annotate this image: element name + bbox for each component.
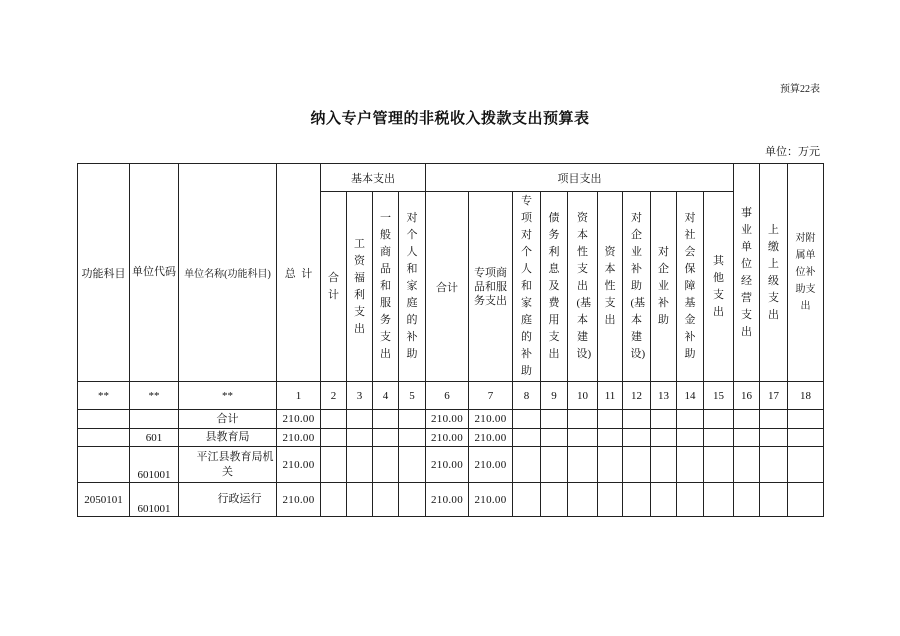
cell-project-capital — [598, 429, 623, 447]
cell-project-enterprise-infra — [623, 429, 651, 447]
header-project-capital-infra — [568, 192, 598, 382]
cell-project-capital-infra — [568, 410, 598, 429]
header-basic-sum-label: 合计 — [328, 271, 339, 301]
cell-project-other — [704, 410, 734, 429]
cell-basic-goods — [373, 410, 399, 429]
header-total: 总 计 — [277, 164, 321, 382]
cell-remit-upper — [760, 410, 788, 429]
header-project-capital-infra-label: 资本性支出(基本建设) — [576, 212, 592, 360]
header-project-enterprise-label: 对企业补助 — [658, 246, 669, 326]
index-cell: 9 — [541, 382, 568, 410]
header-project-other — [704, 192, 734, 382]
cell-basic-sum — [321, 447, 347, 483]
cell-project-capital — [598, 447, 623, 483]
header-unit-code: 单位代码 — [130, 164, 179, 382]
cell-project-enterprise-infra — [623, 483, 651, 517]
header-basic-expenditure: 基本支出 — [321, 164, 426, 192]
index-cell: ** — [78, 382, 130, 410]
cell-business-ops — [734, 410, 760, 429]
index-cell: 8 — [513, 382, 541, 410]
header-project-personal-label: 专项对个人和家庭的补助 — [521, 195, 532, 377]
cell-basic-wages — [347, 429, 373, 447]
cell-project-capital-infra — [568, 429, 598, 447]
index-cell: 6 — [426, 382, 469, 410]
cell-basic-goods — [373, 429, 399, 447]
cell-project-enterprise — [651, 483, 677, 517]
cell-project-capital — [598, 483, 623, 517]
table-row — [78, 447, 824, 483]
header-project-sum: 合计 — [426, 192, 469, 382]
index-cell: 10 — [568, 382, 598, 410]
index-cell: 2 — [321, 382, 347, 410]
cell-business-ops — [734, 483, 760, 517]
index-cell: 5 — [399, 382, 426, 410]
header-project-personal — [513, 192, 541, 382]
cell-project-goods: 210.00 — [469, 410, 513, 429]
index-cell: 16 — [734, 382, 760, 410]
cell-project-other — [704, 447, 734, 483]
header-basic-wages-label: 工资福利支出 — [354, 237, 365, 335]
index-cell: 4 — [373, 382, 399, 410]
header-basic-sum — [321, 192, 347, 382]
cell-project-goods: 210.00 — [469, 483, 513, 517]
index-cell: ** — [179, 382, 277, 410]
cell-unit-name: 合计 — [179, 410, 277, 429]
cell-total: 210.00 — [277, 429, 321, 447]
cell-unit-code — [130, 410, 179, 429]
cell-basic-wages — [347, 483, 373, 517]
cell-function-code — [78, 447, 130, 483]
header-project-social-label: 对社会保障基金补助 — [684, 212, 696, 360]
cell-project-social — [677, 429, 704, 447]
cell-project-social — [677, 447, 704, 483]
index-row — [78, 382, 824, 410]
page-title: 纳入专户管理的非税收入拨款支出预算表 — [310, 111, 590, 127]
cell-basic-personal — [399, 447, 426, 483]
cell-unit-name: 行政运行 — [179, 483, 277, 517]
cell-project-capital — [598, 410, 623, 429]
cell-project-debt — [541, 483, 568, 517]
header-project-enterprise-infra-label: 对企业补助(基本建设) — [630, 212, 646, 360]
cell-project-other — [704, 429, 734, 447]
cell-project-social — [677, 483, 704, 517]
header-basic-goods-label: 一般商品和服务支出 — [380, 212, 391, 360]
form-number: 预算22表 — [780, 84, 820, 95]
cell-project-sum: 210.00 — [426, 429, 469, 447]
cell-project-goods: 210.00 — [469, 447, 513, 483]
header-project-goods: 专项商品和服务支出 — [469, 192, 513, 382]
cell-project-enterprise-infra — [623, 447, 651, 483]
cell-remit-upper — [760, 447, 788, 483]
index-cell: 3 — [347, 382, 373, 410]
header-business-ops — [734, 164, 760, 382]
cell-total: 210.00 — [277, 410, 321, 429]
cell-basic-goods — [373, 483, 399, 517]
cell-project-personal — [513, 447, 541, 483]
cell-project-debt — [541, 410, 568, 429]
table-row — [78, 483, 824, 517]
cell-project-capital-infra — [568, 483, 598, 517]
cell-project-sum: 210.00 — [426, 410, 469, 429]
index-cell: 17 — [760, 382, 788, 410]
cell-basic-personal — [399, 410, 426, 429]
index-cell: 12 — [623, 382, 651, 410]
header-project-enterprise-infra — [623, 192, 651, 382]
cell-project-social — [677, 410, 704, 429]
header-project-expenditure: 项目支出 — [426, 164, 734, 192]
cell-business-ops — [734, 429, 760, 447]
header-function-code: 功能科目 — [78, 164, 130, 382]
cell-function-code — [78, 410, 130, 429]
cell-subsidiary — [788, 483, 824, 517]
cell-project-personal — [513, 483, 541, 517]
cell-business-ops — [734, 447, 760, 483]
cell-remit-upper — [760, 429, 788, 447]
cell-basic-goods — [373, 447, 399, 483]
cell-unit-name: 平江县教育局机关 — [179, 447, 277, 483]
cell-unit-code: 601 — [130, 429, 179, 447]
cell-function-code — [78, 429, 130, 447]
cell-basic-personal — [399, 429, 426, 447]
unit-label: 单位：万元 — [765, 146, 820, 158]
header-row-1 — [78, 164, 824, 192]
header-subsidiary — [788, 164, 824, 382]
cell-project-debt — [541, 429, 568, 447]
cell-unit-name: 县教育局 — [179, 429, 277, 447]
cell-basic-sum — [321, 483, 347, 517]
cell-subsidiary — [788, 410, 824, 429]
cell-project-enterprise — [651, 447, 677, 483]
cell-basic-wages — [347, 410, 373, 429]
index-cell: 7 — [469, 382, 513, 410]
header-project-capital — [598, 192, 623, 382]
cell-project-personal — [513, 429, 541, 447]
header-subsidiary-label: 对附属单位补助支出 — [795, 233, 816, 312]
header-project-enterprise — [651, 192, 677, 382]
cell-project-sum: 210.00 — [426, 447, 469, 483]
header-basic-wages — [347, 192, 373, 382]
index-cell: 15 — [704, 382, 734, 410]
cell-basic-sum — [321, 410, 347, 429]
cell-project-enterprise-infra — [623, 410, 651, 429]
cell-basic-wages — [347, 447, 373, 483]
header-project-debt — [541, 192, 568, 382]
header-project-social — [677, 192, 704, 382]
cell-project-debt — [541, 447, 568, 483]
cell-total: 210.00 — [277, 483, 321, 517]
cell-function-code: 2050101 — [78, 483, 130, 517]
header-basic-personal — [399, 192, 426, 382]
index-cell: 14 — [677, 382, 704, 410]
header-project-capital-label: 资本性支出 — [604, 246, 616, 326]
cell-project-capital-infra — [568, 447, 598, 483]
header-business-ops-label: 事业单位经营支出 — [741, 206, 752, 338]
cell-project-goods: 210.00 — [469, 429, 513, 447]
table-row — [78, 429, 824, 447]
table-row — [78, 410, 824, 429]
header-basic-personal-label: 对个人和家庭的补助 — [406, 212, 418, 360]
index-cell: 18 — [788, 382, 824, 410]
cell-remit-upper — [760, 483, 788, 517]
cell-subsidiary — [788, 447, 824, 483]
header-remit-upper-label: 上缴上级支出 — [768, 223, 779, 321]
header-basic-goods — [373, 192, 399, 382]
budget-table — [77, 163, 824, 517]
cell-project-other — [704, 483, 734, 517]
header-remit-upper — [760, 164, 788, 382]
index-cell: 1 — [277, 382, 321, 410]
cell-basic-personal — [399, 483, 426, 517]
header-project-other-label: 其他支出 — [713, 254, 724, 318]
cell-total: 210.00 — [277, 447, 321, 483]
cell-unit-code: 601001 — [130, 483, 179, 517]
cell-project-enterprise — [651, 429, 677, 447]
header-unit-name: 单位名称(功能科目) — [179, 164, 277, 382]
header-project-debt-label: 债务利息及费用支出 — [548, 212, 560, 360]
cell-unit-code: 601001 — [130, 447, 179, 483]
cell-project-enterprise — [651, 410, 677, 429]
cell-subsidiary — [788, 429, 824, 447]
index-cell: ** — [130, 382, 179, 410]
cell-project-sum: 210.00 — [426, 483, 469, 517]
cell-basic-sum — [321, 429, 347, 447]
index-cell: 13 — [651, 382, 677, 410]
index-cell: 11 — [598, 382, 623, 410]
cell-project-personal — [513, 410, 541, 429]
